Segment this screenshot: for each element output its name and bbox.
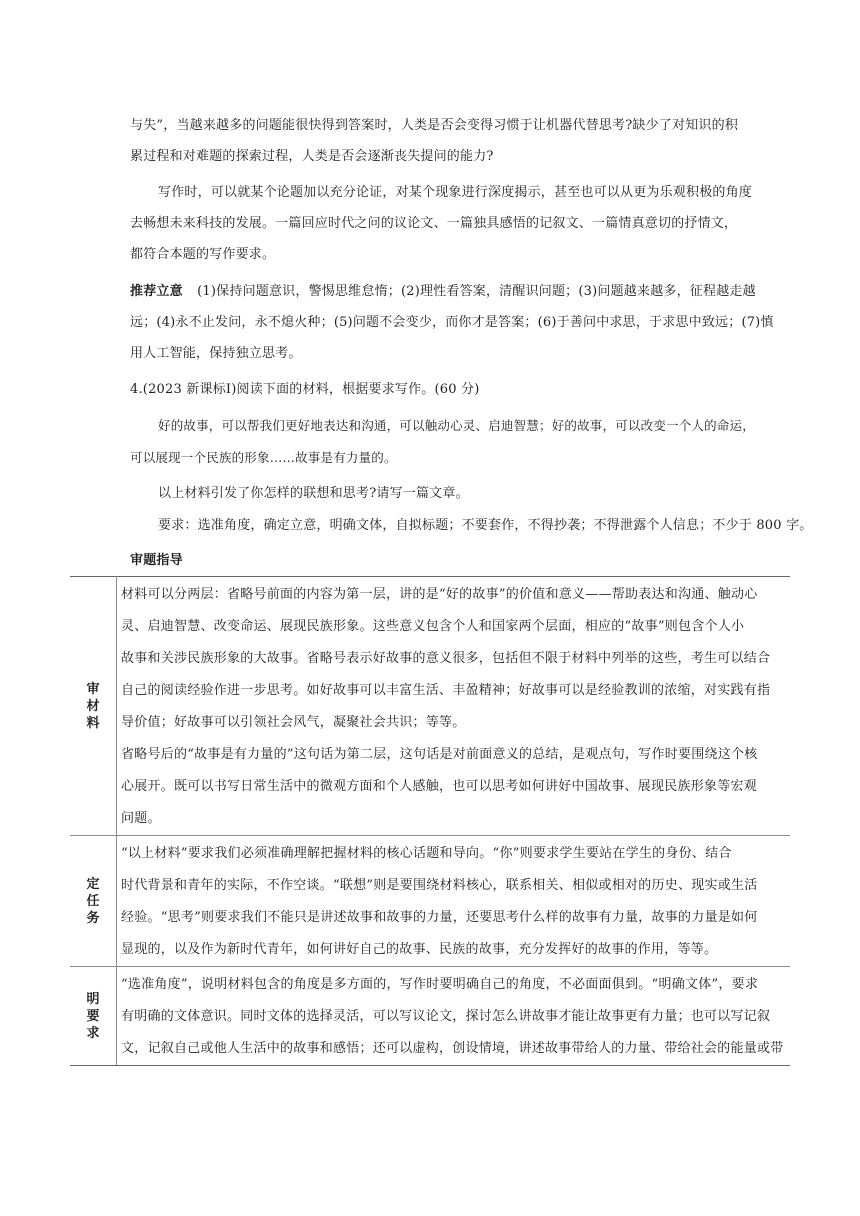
content-line: 文，记叙自己或他人生活中的故事和感悟；还可以虚构，创设情境，讲述故事带给人的力量、带给社会的能量或带 <box>121 1041 784 1056</box>
content-line: 有明确的文体意识。同时文体的选择灵活，可以写议论文，探讨怎么讲故事才能让故事更有力量；也可以写记叙 <box>121 1009 771 1024</box>
material-line-2: 可以展现一个民族的形象……故事是有力量的。 <box>130 450 397 465</box>
guide-heading: 审题指导 <box>130 553 183 568</box>
recommended-theme-text: (1)保持问题意识，警惕思维怠惰；(2)理性看答案，清醒识问题；(3)问题越来越多，征程越走越 <box>197 284 756 299</box>
content-line: 导价值；好故事可以引领社会风气，凝聚社会共识；等等。 <box>121 715 466 730</box>
row-label-cell <box>70 967 117 1066</box>
table-row <box>70 577 790 836</box>
intro-paragraph-line-2: 累过程和对难题的探索过程，人类是否会逐渐丧失提问的能力? <box>130 149 494 164</box>
content-line: 时代背景和青年的实际，不作空谈。“联想”则是要围绕材料核心，联系相关、相似或相对的历史、现实或生活 <box>121 878 758 893</box>
guide-table <box>70 576 790 1066</box>
row-label: 审材料 <box>86 681 100 731</box>
table-row <box>70 836 790 967</box>
content-line: “以上材料”要求我们必须准确理解把握材料的核心话题和导向。“你”则要求学生要站在学生的身份、结合 <box>121 846 732 861</box>
content-line: 经验。“思考”则要求我们不能只是讲述故事和故事的力量，还要思考什么样的故事有力量，故事的力量是如何 <box>121 910 758 925</box>
writing-paragraph-line-3: 都符合本题的写作要求。 <box>130 247 276 262</box>
content-line: 省略号后的“故事是有力量的”这句话为第二层，这句话是对前面意义的总结，是观点句，写作时要围绕这个核 <box>121 747 758 762</box>
content-line: 灵、启迪智慧、改变命运、展现民族形象。这些意义包含个人和国家两个层面，相应的“故事”则包含个人小 <box>121 619 745 634</box>
row-content-cell <box>117 577 791 836</box>
row-label: 明要求 <box>86 991 100 1041</box>
content-line: 材料可以分两层：省略号前面的内容为第一层，讲的是“好的故事”的价值和意义——帮助表达和沟通、触动心 <box>121 587 758 602</box>
content-line: “选准角度”，说明材料包含的角度是多方面的，写作时要明确自己的角度，不必面面俱到。“明确文体”，要求 <box>121 977 759 992</box>
question-4-title: 4.(2023 新课标Ⅰ)阅读下面的材料，根据要求写作。(60 分) <box>130 382 480 397</box>
row-label-cell <box>70 836 117 967</box>
row-label-cell <box>70 577 117 836</box>
intro-paragraph-line-1: 与失”，当越来越多的问题能很快得到答案时，人类是否会变得习惯于让机器代替思考?缺少了对知识的积 <box>130 118 739 133</box>
table-row <box>70 967 790 1066</box>
row-content-cell <box>117 836 791 967</box>
writing-prompt: 以上材料引发了你怎样的联想和思考?请写一篇文章。 <box>158 486 469 501</box>
content-line: 显现的，以及作为新时代青年，如何讲好自己的故事、民族的故事，充分发挥好的故事的作用，等等。 <box>121 942 718 957</box>
recommended-theme-line-3: 用人工智能，保持独立思考。 <box>130 346 302 361</box>
writing-requirements: 要求：选准角度，确定立意，明确文体，自拟标题；不要套作，不得抄袭；不得泄露个人信息；不少于 800 字。 <box>158 518 813 533</box>
recommended-theme-line-2: 远；(4)永不止发问，永不熄火种；(5)问题不会变少，而你才是答案；(6)于善问中求思，于求思中致远；(7)慎 <box>130 315 774 330</box>
writing-paragraph-line-1: 写作时，可以就某个论题加以充分论证，对某个现象进行深度揭示，甚至也可以从更为乐观积极的角度 <box>158 185 753 200</box>
recommended-theme-label: 推荐立意 <box>130 284 183 299</box>
row-label: 定任务 <box>86 876 100 926</box>
content-line: 自己的阅读经验作进一步思考。如好故事可以丰富生活、丰盈精神；好故事可以是经验教训的浓缩，对实践有指 <box>121 683 771 698</box>
material-line-1: 好的故事，可以帮我们更好地表达和沟通，可以触动心灵、启迪智慧；好的故事，可以改变一个人的命运， <box>158 418 755 433</box>
recommended-theme-line-1 <box>130 282 756 302</box>
content-line: 故事和关涉民族形象的大故事。省略号表示好故事的意义很多，包括但不限于材料中列举的这些，考生可以结合 <box>121 651 771 666</box>
row-content-cell <box>117 967 791 1066</box>
content-line: 问题。 <box>121 811 161 826</box>
writing-paragraph-line-2: 去畅想未来科技的发展。一篇回应时代之问的议论文、一篇独具感悟的记叙文、一篇情真意切的抒情文， <box>130 216 738 231</box>
content-line: 心展开。既可以书写日常生活中的微观方面和个人感触，也可以思考如何讲好中国故事、展现民族形象等宏观 <box>121 779 758 794</box>
